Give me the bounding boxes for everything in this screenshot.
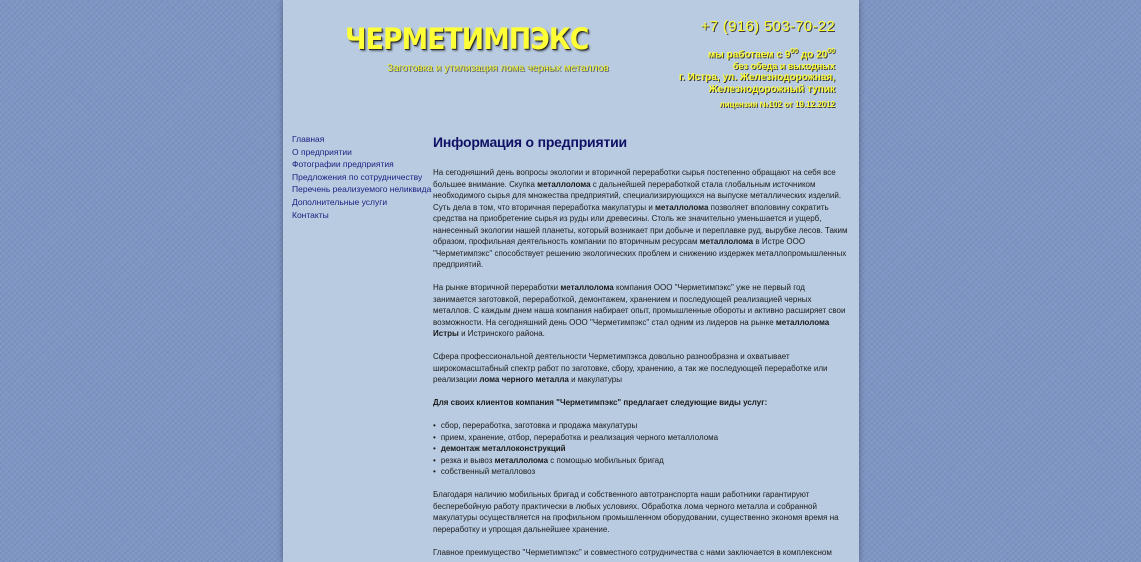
- nav-link-cooperation[interactable]: Предложения по сотрудничеству: [292, 171, 423, 182]
- services-list: [433, 420, 849, 478]
- main-content: [433, 134, 849, 562]
- fleet-paragraph: Благодаря наличию мобильных бригад и собственного автотранспорта наши работники гарантируют бесперебойную работу практически в любых условиях. Обработка лома черного металла и собранной макулатуры осуществляется на профильном промышленном оборудовании, существенно экономя время на переработку и упрощая дальнейшее хранение.: [433, 490, 839, 534]
- nav-link-home[interactable]: Главная: [292, 134, 325, 144]
- advantage-paragraph: Главное преимущество "Черметимпэкс" и совместного сотрудничества с нами заключается в комплексном: [433, 547, 832, 557]
- nav-link-photos[interactable]: Фотографии предприятия: [292, 159, 394, 170]
- page-title: Информация о предприятии: [433, 134, 627, 150]
- nav-link-contacts[interactable]: Контакты: [292, 209, 329, 220]
- list-item: • собственный металловоз: [433, 466, 849, 478]
- nav-link-about[interactable]: О предприятии: [292, 146, 352, 157]
- nav-link-services[interactable]: Дополнительные услуги: [292, 196, 388, 207]
- list-item: • демонтаж металлоконструкций: [433, 443, 849, 455]
- page-container: [283, 0, 859, 562]
- contact-block: [575, 18, 835, 109]
- license-note: лицензия №102 от 19.12.2012: [719, 100, 835, 110]
- phone-number: +7 (916) 503-70-22: [700, 18, 835, 35]
- list-item: • сбор, переработка, заготовка и продажа макулатуры: [433, 420, 849, 432]
- services-heading: Для своих клиентов компания "Черметимпэкс" предлагает следующие виды услуг:: [433, 398, 768, 407]
- list-item: • резка и вывоз металлолома с помощью мобильных бригад: [433, 455, 849, 467]
- site-tagline: Заготовка и утилизация лома черных металлов: [387, 63, 609, 74]
- scope-paragraph: Сфера профессиональной деятельности Черметимпэкса довольно разнообразна и охватывает широкомасштабный спектр работ по заготовке, сбору, хранению, а так же последующей переработке или реализации лома черного металла и макулатуры: [433, 352, 828, 384]
- address-line-2: Железнодорожный тупик: [708, 84, 835, 96]
- market-paragraph: На рынке вторичной переработки металлолома компания ООО "Черметимпэкс" уже не первый год занимается заготовкой, переработкой, демонтажем, хранением и последующей реализацией черных металлов. С каждым днем наша компания набирает опыт, промышленные обороты и активно расширяет свои возможности. На сегодняшний день ООО "Черметимпэкс" стал одним из лидеров на рынке металлолома Истры и Истринского района.: [433, 283, 846, 338]
- address-line-1: г. Истра, ул. Железнодорожная,: [678, 72, 835, 84]
- site-logo[interactable]: ЧЕРМЕТИМПЭКС: [345, 22, 589, 56]
- no-break-note: без обеда и выходных: [732, 61, 835, 72]
- list-item: • прием, хранение, отбор, переработка и реализация черного металлолома: [433, 432, 849, 444]
- working-hours: мы работаем с $9^{00}$ до $20^{00}$: [707, 48, 835, 61]
- nav-link-surplus[interactable]: Перечень реализуемого неликвида: [292, 184, 432, 195]
- sidebar-nav: [292, 133, 431, 221]
- intro-paragraph: На сегодняшний день вопросы экологии и вторичной переработки сырья постепенно обращают на себя все большее внимание. Скупка металлолома с дальнейшей переработкой стала глобальным источником необходимого сырья для множества предприятий, специализирующихся на выпуске металлических изделий. Суть дела в том, что вторичная переработка макулатуры и металлолома позволяет вполовину сократить средства на приобретение сырья из руды или древесины. Столь же значительно уменьшается и ущерб, нанесенный экологии нашей планеты, который возникает при добыче и переплавке руд, вырубке лесов. Таким образом, профильная деятельность компании по вторичным ресурсам металлолома в Истре ООО "Черметимпэкс" способствует решению экологических проблем и снижению издержек металлопромышленных предприятий.: [433, 168, 848, 269]
